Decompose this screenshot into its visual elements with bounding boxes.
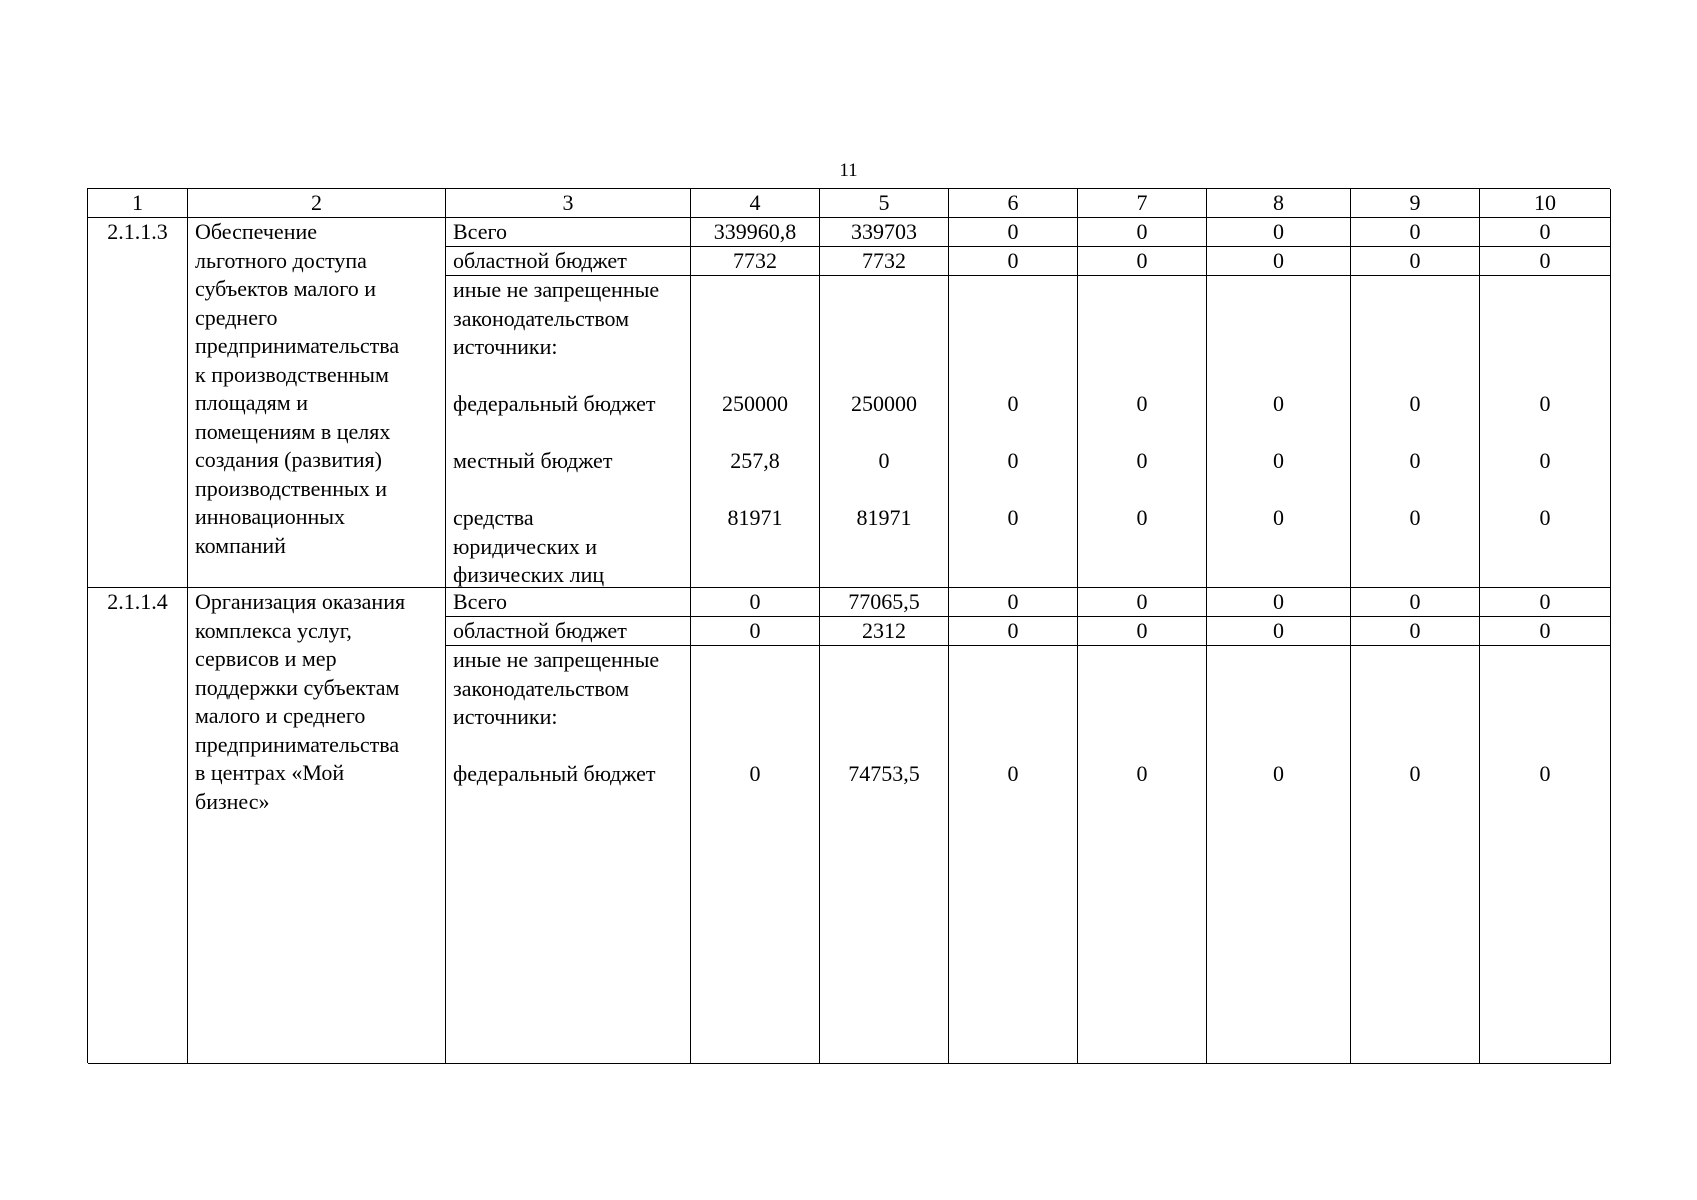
row-2-1-1-3-spacer — [820, 305, 948, 334]
row-2-1-1-3-spacer — [1351, 476, 1479, 505]
row-2-1-1-4-spacer — [1351, 646, 1479, 675]
row-2-1-1-3-total-col-4: 339960,8 — [691, 218, 820, 247]
row-2-1-1-4-label-gap — [453, 732, 690, 761]
row-2-1-1-4-other-col-9 — [1351, 646, 1480, 1064]
row-2-1-1-3-legal-col-5: 81971 — [856, 505, 912, 530]
row-2-1-1-3-name-line: инновационных — [195, 504, 346, 529]
row-2-1-1-3-total-col-6: 0 — [949, 218, 1078, 247]
row-2-1-1-4-name — [188, 588, 446, 1064]
row-2-1-1-3-spacer — [1207, 419, 1350, 448]
row-2-1-1-3-spacer — [1078, 419, 1206, 448]
row-2-1-1-3-label-legal-1: средства — [453, 505, 534, 530]
row-2-1-1-3-spacer — [820, 333, 948, 362]
row-2-1-1-3-other-col-10 — [1480, 276, 1611, 588]
row-2-1-1-3-federal-col-6: 0 — [1007, 391, 1019, 416]
row-2-1-1-4-total-col-8: 0 — [1207, 588, 1351, 617]
row-2-1-1-4-label-other-sources — [446, 646, 691, 1064]
header-cell-2: 2 — [188, 189, 446, 218]
row-2-1-1-3-spacer — [1207, 305, 1350, 334]
header-cell-10: 10 — [1480, 189, 1611, 218]
row-2-1-1-3-spacer — [820, 276, 948, 305]
row-2-1-1-3-name-line: предпринимательства — [195, 333, 400, 358]
row-2-1-1-3-spacer — [1351, 419, 1479, 448]
row-2-1-1-4-total-col-10: 0 — [1480, 588, 1611, 617]
row-2-1-1-3-spacer — [1351, 276, 1479, 305]
row-2-1-1-3-other-col-8 — [1207, 276, 1351, 588]
row-2-1-1-4-spacer — [1480, 646, 1610, 675]
row-2-1-1-4-federal-col-5: 74753,5 — [848, 761, 920, 786]
row-2-1-1-3-spacer — [949, 476, 1077, 505]
row-2-1-1-4-spacer — [691, 732, 819, 761]
row-2-1-1-4-label-total: Всего — [446, 588, 691, 617]
row-2-1-1-3-label-other-2: законодательством — [453, 305, 630, 331]
row-2-1-1-3-federal-col-4: 250000 — [722, 391, 788, 416]
row-2-1-1-3-name-line: производственных и — [195, 475, 388, 501]
row-2-1-1-4-spacer — [1351, 732, 1479, 761]
row-2-1-1-3-spacer — [1480, 476, 1610, 505]
row-2-1-1-4-federal-col-10: 0 — [1539, 761, 1551, 786]
row-2-1-1-4-total-col-4: 0 — [691, 588, 820, 617]
header-cell-6: 6 — [949, 189, 1078, 218]
row-2-1-1-4-spacer — [820, 646, 948, 675]
row-2-1-1-3-spacer — [691, 362, 819, 391]
row-2-1-1-3-spacer — [1480, 305, 1610, 334]
row-2-1-1-3-regional-col-10: 0 — [1480, 247, 1611, 276]
row-2-1-1-4-regional-col-7: 0 — [1078, 617, 1207, 646]
row-2-1-1-3-regional-col-9: 0 — [1351, 247, 1480, 276]
row-2-1-1-3-total-col-5: 339703 — [820, 218, 949, 247]
row-2-1-1-4-spacer — [1207, 675, 1350, 704]
row-2-1-1-4-regional-col-5: 2312 — [820, 617, 949, 646]
row-2-1-1-4-other-col-7 — [1078, 646, 1207, 1064]
row-2-1-1-3-spacer — [1078, 362, 1206, 391]
row-2-1-1-3-other-col-7 — [1078, 276, 1207, 588]
row-2-1-1-3-legal-col-6: 0 — [1007, 505, 1019, 530]
row-2-1-1-3-total-col-7: 0 — [1078, 218, 1207, 247]
row-2-1-1-3-spacer — [1351, 305, 1479, 334]
row-2-1-1-4-spacer — [949, 732, 1077, 761]
row-2-1-1-4-total-col-6: 0 — [949, 588, 1078, 617]
row-2-1-1-4-spacer — [1207, 703, 1350, 732]
row-2-1-1-4-name-line: бизнес» — [195, 788, 270, 814]
row-2-1-1-4-federal-col-6: 0 — [1007, 761, 1019, 786]
row-2-1-1-3-name — [188, 218, 446, 588]
row-2-1-1-4-code: 2.1.1.4 — [88, 588, 188, 1064]
row-2-1-1-3-federal-col-7: 0 — [1136, 391, 1148, 416]
row-2-1-1-3-name-line: Обеспечение — [195, 219, 317, 244]
header-cell-3: 3 — [446, 189, 691, 218]
row-2-1-1-4-spacer — [691, 703, 819, 732]
row-2-1-1-4-spacer — [1480, 675, 1610, 704]
row-2-1-1-4-other-col-5 — [820, 646, 949, 1064]
row-2-1-1-3-spacer — [1078, 476, 1206, 505]
row-2-1-1-4-name-line: поддержки субъектам — [195, 674, 400, 700]
row-2-1-1-3-spacer — [1351, 333, 1479, 362]
header-cell-7: 7 — [1078, 189, 1207, 218]
row-2-1-1-3-spacer — [949, 362, 1077, 391]
row-2-1-1-4-regional-col-10: 0 — [1480, 617, 1611, 646]
row-2-1-1-3-federal-col-8: 0 — [1273, 391, 1284, 416]
row-2-1-1-4-spacer — [1480, 732, 1610, 761]
row-2-1-1-4-regional-col-9: 0 — [1351, 617, 1480, 646]
row-2-1-1-3-federal-col-9: 0 — [1409, 391, 1421, 416]
row-2-1-1-3-total-col-9: 0 — [1351, 218, 1480, 247]
row-2-1-1-3-name-line: создания (развития) — [195, 447, 382, 472]
row-2-1-1-3-spacer — [949, 276, 1077, 305]
row-2-1-1-3-legal-col-9: 0 — [1409, 505, 1421, 530]
row-2-1-1-3-local-col-8: 0 — [1273, 448, 1284, 473]
row-2-1-1-3-spacer — [1480, 419, 1610, 448]
row-2-1-1-3-regional-col-4: 7732 — [691, 247, 820, 276]
row-2-1-1-3-other-col-4 — [691, 276, 820, 588]
row-2-1-1-3-regional-col-7: 0 — [1078, 247, 1207, 276]
row-2-1-1-3-spacer — [1480, 362, 1610, 391]
row-2-1-1-3-spacer — [691, 419, 819, 448]
row-2-1-1-4-spacer — [1078, 703, 1206, 732]
row-2-1-1-4-spacer — [691, 675, 819, 704]
row-2-1-1-4-other-col-8 — [1207, 646, 1351, 1064]
row-2-1-1-3-other-col-9 — [1351, 276, 1480, 588]
row-2-1-1-3-spacer — [1351, 362, 1479, 391]
row-2-1-1-4-total-col-7: 0 — [1078, 588, 1207, 617]
row-2-1-1-3-spacer — [1078, 305, 1206, 334]
row-2-1-1-3-local-col-7: 0 — [1136, 448, 1148, 473]
row-2-1-1-3-name-line: площадям и — [195, 390, 308, 415]
row-2-1-1-4-total-col-9: 0 — [1351, 588, 1480, 617]
row-2-1-1-4-spacer — [820, 703, 948, 732]
row-2-1-1-4-label-other-3: источники: — [453, 704, 558, 729]
row-2-1-1-3-legal-col-7: 0 — [1136, 505, 1148, 530]
row-2-1-1-3-label-other-sources — [446, 276, 691, 588]
row-2-1-1-4-name-line: комплекса услуг, — [195, 617, 352, 643]
row-2-1-1-4-regional-col-6: 0 — [949, 617, 1078, 646]
row-2-1-1-4-name-line: малого и среднего — [195, 703, 366, 728]
row-2-1-1-3-label-local: местный бюджет — [453, 448, 613, 473]
row-2-1-1-4-label-other-2: законодательством — [453, 675, 630, 701]
row-2-1-1-3-spacer — [820, 476, 948, 505]
row-2-1-1-3-label-federal: федеральный бюджет — [453, 391, 656, 416]
row-2-1-1-3-legal-col-8: 0 — [1273, 505, 1284, 530]
row-2-1-1-4-name-line: сервисов и мер — [195, 646, 337, 671]
row-2-1-1-4-regional-col-8: 0 — [1207, 617, 1351, 646]
row-2-1-1-3-spacer — [1480, 333, 1610, 362]
row-2-1-1-3-spacer — [1207, 362, 1350, 391]
row-2-1-1-3-other-col-6 — [949, 276, 1078, 588]
row-2-1-1-4-spacer — [820, 675, 948, 704]
row-2-1-1-3-label-other-3: источники: — [453, 334, 558, 359]
row-2-1-1-3-label-legal-2: юридических и — [453, 533, 598, 559]
row-2-1-1-3-spacer — [820, 362, 948, 391]
row-2-1-1-3-spacer — [1207, 333, 1350, 362]
row-2-1-1-3-spacer — [1207, 476, 1350, 505]
row-2-1-1-4-spacer — [1480, 703, 1610, 732]
row-2-1-1-4-other-col-10 — [1480, 646, 1611, 1064]
row-2-1-1-3-spacer — [691, 476, 819, 505]
row-2-1-1-3-spacer — [1207, 276, 1350, 305]
row-2-1-1-3-local-col-10: 0 — [1539, 448, 1551, 473]
row-2-1-1-4-federal-col-8: 0 — [1273, 761, 1284, 786]
row-2-1-1-4-name-line: предпринимательства — [195, 731, 400, 757]
row-2-1-1-4-spacer — [1207, 732, 1350, 761]
row-2-1-1-3-local-col-4: 257,8 — [730, 448, 780, 473]
row-2-1-1-3-federal-col-10: 0 — [1539, 391, 1551, 416]
row-2-1-1-4-total-col-5: 77065,5 — [820, 588, 949, 617]
row-2-1-1-3-name-line: компаний — [195, 532, 286, 558]
row-2-1-1-3-label-gap — [453, 476, 690, 505]
row-2-1-1-3-label-gap — [453, 362, 690, 391]
row-2-1-1-4-spacer — [949, 646, 1077, 675]
row-2-1-1-3-legal-col-10: 0 — [1539, 505, 1551, 530]
row-2-1-1-3-regional-col-8: 0 — [1207, 247, 1351, 276]
row-2-1-1-3-other-col-5 — [820, 276, 949, 588]
row-2-1-1-3-spacer — [949, 305, 1077, 334]
row-2-1-1-4-spacer — [1351, 703, 1479, 732]
row-2-1-1-3-name-line: к производственным — [195, 361, 389, 387]
row-2-1-1-4-spacer — [1078, 646, 1206, 675]
row-2-1-1-3-spacer — [949, 333, 1077, 362]
row-2-1-1-4-regional-col-4: 0 — [691, 617, 820, 646]
row-2-1-1-3-local-col-6: 0 — [1007, 448, 1019, 473]
row-2-1-1-3-spacer — [1078, 276, 1206, 305]
row-2-1-1-3-spacer — [691, 305, 819, 334]
row-2-1-1-4-federal-col-7: 0 — [1136, 761, 1148, 786]
header-cell-1: 1 — [88, 189, 188, 218]
header-cell-8: 8 — [1207, 189, 1351, 218]
row-2-1-1-4-label-federal: федеральный бюджет — [453, 761, 656, 786]
row-2-1-1-4-name-line: в центрах «Мой — [195, 760, 345, 785]
row-2-1-1-3-local-col-9: 0 — [1409, 448, 1421, 473]
row-2-1-1-3-spacer — [1078, 333, 1206, 362]
row-2-1-1-3-spacer — [691, 333, 819, 362]
row-2-1-1-3-name-line: субъектов малого и — [195, 276, 377, 301]
row-2-1-1-3-legal-col-4: 81971 — [727, 505, 783, 530]
row-2-1-1-3-label-total: Всего — [446, 218, 691, 247]
row-2-1-1-4-spacer — [1207, 646, 1350, 675]
row-2-1-1-3-name-line: помещениям в целях — [195, 418, 391, 444]
row-2-1-1-3-label-regional: областной бюджет — [446, 247, 691, 276]
budget-table — [87, 188, 1610, 1063]
row-2-1-1-4-spacer — [1078, 732, 1206, 761]
row-2-1-1-4-spacer — [949, 703, 1077, 732]
row-2-1-1-4-spacer — [820, 732, 948, 761]
header-cell-5: 5 — [820, 189, 949, 218]
page-number: 11 — [839, 160, 858, 181]
row-2-1-1-4-label-regional: областной бюджет — [446, 617, 691, 646]
row-2-1-1-3-label-gap — [453, 419, 690, 448]
row-2-1-1-3-label-other-1: иные не запрещенные — [453, 277, 660, 302]
row-2-1-1-3-label-legal-3: физических лиц — [453, 562, 605, 587]
row-2-1-1-3-regional-col-5: 7732 — [820, 247, 949, 276]
header-cell-4: 4 — [691, 189, 820, 218]
row-2-1-1-3-regional-col-6: 0 — [949, 247, 1078, 276]
row-2-1-1-4-federal-col-9: 0 — [1409, 761, 1421, 786]
row-2-1-1-3-total-col-8: 0 — [1207, 218, 1351, 247]
row-2-1-1-3-spacer — [1480, 276, 1610, 305]
row-2-1-1-4-spacer — [949, 675, 1077, 704]
header-cell-9: 9 — [1351, 189, 1480, 218]
row-2-1-1-3-name-line: среднего — [195, 304, 278, 330]
row-2-1-1-3-federal-col-5: 250000 — [851, 391, 917, 416]
row-2-1-1-4-spacer — [691, 646, 819, 675]
row-2-1-1-4-spacer — [1078, 675, 1206, 704]
row-2-1-1-4-label-other-1: иные не запрещенные — [453, 647, 660, 672]
row-2-1-1-3-total-col-10: 0 — [1480, 218, 1611, 247]
row-2-1-1-4-name-line: Организация оказания — [195, 589, 406, 614]
row-2-1-1-3-spacer — [949, 419, 1077, 448]
row-2-1-1-3-spacer — [691, 276, 819, 305]
row-2-1-1-3-local-col-5: 0 — [878, 448, 890, 473]
row-2-1-1-3-code: 2.1.1.3 — [88, 218, 188, 588]
row-2-1-1-3-spacer — [820, 419, 948, 448]
row-2-1-1-4-other-col-4 — [691, 646, 820, 1064]
row-2-1-1-4-other-col-6 — [949, 646, 1078, 1064]
row-2-1-1-4-spacer — [1351, 675, 1479, 704]
row-2-1-1-4-federal-col-4: 0 — [749, 761, 761, 786]
row-2-1-1-3-name-line: льготного доступа — [195, 247, 367, 273]
